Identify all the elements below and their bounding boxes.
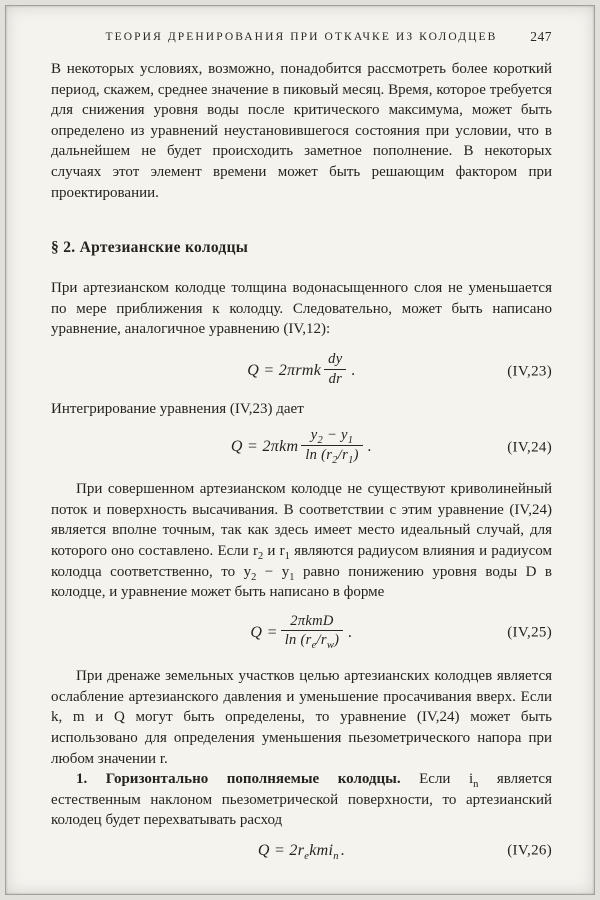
equation-iv24 — [51, 426, 552, 466]
paragraph-horizontal-wells — [51, 769, 552, 831]
page-header — [51, 31, 552, 43]
equation-iv23 — [51, 350, 552, 390]
subscript: 2 — [317, 434, 324, 446]
fraction-denominator — [281, 630, 344, 650]
equation-iv25-lhs: Q = — [250, 624, 278, 642]
math-text: /r — [337, 446, 349, 463]
equation-iv24-lhs: Q = 2πkm — [230, 438, 299, 456]
equation-iv25 — [51, 612, 552, 652]
body-text: − y — [256, 563, 290, 580]
math-text: kmi — [309, 841, 334, 859]
subscript: 1 — [348, 454, 354, 466]
fraction — [281, 613, 344, 650]
subscript: 2 — [251, 571, 257, 583]
math-text: ) — [353, 446, 359, 463]
fraction-denominator: dr — [324, 369, 346, 389]
book-page — [5, 5, 595, 895]
equation-period: . — [367, 438, 373, 456]
subscript: e — [304, 851, 310, 863]
equation-iv24-math — [230, 426, 373, 466]
equation-iv23-lhs: Q = 2πrmk — [247, 362, 322, 380]
body-text: равно понижению уровня воды D в колодце, и уравнение может быть написано в форме — [51, 563, 552, 601]
subscript: n — [473, 779, 479, 791]
body-text: Если i — [400, 771, 474, 788]
body-text: При совершенном артезианском колодце не существуют криволинейный поток и поверхность высачивания. В соответствии с этим уравнение (IV,24) является вполне точным, так как здесь имеет место идеальный случай, для которого оно составлено. Если r — [51, 481, 552, 559]
fraction-numerator: dy — [328, 350, 343, 367]
bold-lead: 1. Горизонтально пополняемые колодцы. — [76, 771, 401, 788]
equation-number-iv23: (IV,23) — [507, 363, 552, 380]
equation-iv26 — [51, 841, 552, 863]
fraction — [324, 351, 346, 388]
equation-number-iv26: (IV,26) — [507, 842, 552, 859]
equation-period: . — [351, 362, 356, 380]
section-heading: § 2. Артезианские колодцы — [51, 239, 249, 257]
math-text: ln (r — [284, 632, 312, 649]
equation-iv26-math — [257, 841, 346, 863]
math-text: − y — [323, 426, 348, 443]
fraction — [301, 427, 362, 464]
body-text: является естественным наклоном пьезометрической поверхности, то артезианский колодец будет перехватывать расход — [51, 771, 552, 829]
paragraph-integration: Интегрирование уравнения (IV,23) дает — [51, 401, 304, 418]
running-title: ТЕОРИЯ ДРЕНИРОВАНИЯ ПРИ ОТКАЧКЕ ИЗ КОЛОДЦЕВ — [105, 31, 498, 43]
equation-period: . — [340, 841, 346, 859]
math-text: /r — [316, 632, 327, 649]
subscript: 1 — [347, 434, 354, 446]
subscript: 1 — [284, 551, 290, 562]
equation-iv25-math — [250, 612, 353, 652]
equation-iv23-math — [247, 350, 356, 387]
paragraph-drainage: При дренаже земельных участков целью артезианских колодцев является ослабление артезианского давления и уменьшение просачивания вверх. Если k, m и Q могут быть определены, то уравнение (IV,24) может быть использовано для определения уменьшения пьезометрического напора при любом значении r. — [51, 668, 552, 767]
subscript: 1 — [289, 571, 295, 583]
equation-period: . — [348, 624, 353, 642]
body-text: являются радиусом влияния и радиусом колодца соответственно, то y — [51, 543, 552, 580]
body-text: и r — [263, 543, 285, 559]
math-text: ln (r — [305, 446, 333, 463]
equation-number-iv24: (IV,24) — [507, 439, 552, 456]
math-text: Q = 2r — [257, 841, 305, 859]
page-content — [51, 29, 552, 863]
subscript: 2 — [332, 454, 338, 466]
fraction-numerator: 2πkmD — [290, 612, 334, 629]
equation-number-iv25: (IV,25) — [507, 624, 552, 641]
paragraph-intro: В некоторых условиях, возможно, понадобится рассмотреть более короткий период, скажем, среднее значение в пиковый месяц. Время, которое требуется для снижения уровня воды после критического максимума, может быть определено из уравнений неустановившегося состояния при условии, что в дальнейшем не будет происходить заметное пополнение. В некоторых случаях этот элемент времени может быть решающим фактором при проектировании. — [51, 61, 552, 201]
fraction-denominator — [301, 445, 362, 465]
page-number: 247 — [530, 29, 552, 44]
paragraph-artesian-well: При артезианском колодце толщина водонасыщенного слоя не уменьшается по мере приближения к колодцу. Следовательно, может быть написано уравнение, аналогичное уравнению (IV,12): — [51, 280, 552, 338]
subscript: w — [326, 640, 335, 652]
math-text: y — [310, 426, 318, 443]
math-text: ) — [334, 632, 340, 649]
paragraph-perfect-well — [51, 479, 552, 603]
subscript: 2 — [257, 551, 264, 562]
subscript: e — [311, 640, 317, 652]
subscript: n — [333, 851, 339, 863]
fraction-numerator — [301, 427, 362, 445]
